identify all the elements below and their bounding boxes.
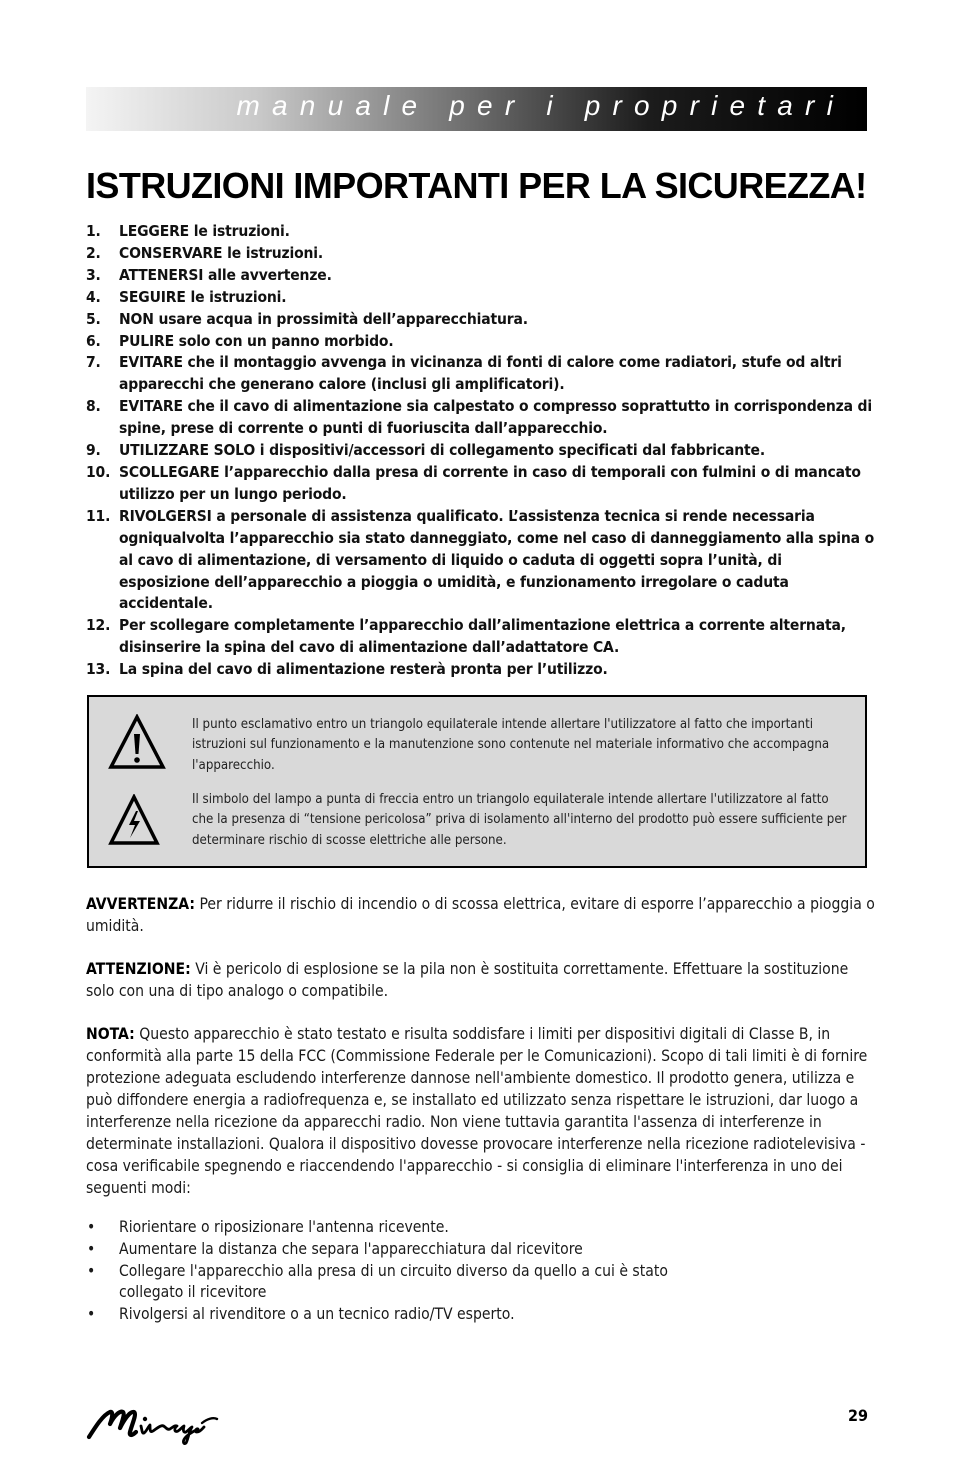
- item-text: Per scollegare completamente l’apparecchio dall’alimentazione elettrica a corrente alternata, disinserire la spina del cavo di alimentazione dall’adattatore CA.: [119, 616, 846, 657]
- attenzione-label: ATTENZIONE:: [86, 960, 191, 978]
- list-item: [86, 1304, 866, 1326]
- bullet-mark: •: [87, 1261, 96, 1280]
- safety-instructions-list: [86, 221, 876, 681]
- item-number: 13.: [86, 660, 111, 679]
- item-text: NON usare acqua in prossimità dell’apparecchiatura.: [119, 309, 528, 328]
- avvertenza-label: AVVERTENZA:: [86, 895, 196, 913]
- item-text: SCOLLEGARE l’apparecchio dalla presa di corrente in caso di temporali con fulmini o di mancato utilizzo per un lungo periodo.: [119, 462, 861, 503]
- item-number: 2.: [86, 243, 101, 262]
- list-item: [86, 659, 876, 681]
- item-text: ATTENERSI alle avvertenze.: [119, 265, 332, 284]
- warning-symbols-box: [87, 695, 867, 868]
- item-number: 7.: [86, 353, 101, 372]
- exclamation-triangle-icon: [108, 714, 166, 770]
- item-number: 10.: [86, 462, 111, 481]
- list-item: [86, 506, 876, 616]
- bullet-text: Aumentare la distanza che separa l'apparecchiatura dal ricevitore: [119, 1239, 583, 1258]
- list-item: [86, 265, 876, 287]
- list-item: [86, 615, 876, 659]
- list-item: [86, 331, 876, 353]
- item-number: 5.: [86, 309, 101, 328]
- bullet-text: Riorientare o riposizionare l'antenna ricevente.: [119, 1218, 449, 1236]
- attenzione-text: Vi è pericolo di esplosione se la pila non è sostituita correttamente. Effettuare la sostituzione solo con una di tipo analogo o compatibile.: [86, 960, 849, 1000]
- item-text: CONSERVARE le istruzioni.: [119, 243, 324, 262]
- item-number: 1.: [86, 222, 101, 240]
- list-item: [86, 221, 876, 243]
- item-number: 9.: [86, 441, 101, 460]
- mirage-logo: [86, 1402, 221, 1446]
- page-number: 29: [847, 1406, 868, 1425]
- item-text: SEGUIRE le istruzioni.: [119, 287, 287, 306]
- list-item: [86, 440, 876, 462]
- item-text: PULIRE solo con un panno morbido.: [119, 331, 394, 350]
- lightning-triangle-icon: [108, 794, 160, 846]
- list-item: [86, 352, 876, 396]
- page-title: ISTRUZIONI IMPORTANTI PER LA SICUREZZA!: [86, 165, 867, 206]
- bullet-mark: •: [87, 1239, 96, 1258]
- item-text: LEGGERE le istruzioni.: [119, 222, 290, 240]
- item-number: 8.: [86, 397, 101, 416]
- item-text: RIVOLGERSI a personale di assistenza qualificato. L’assistenza tecnica si rende necessaria ogniqualvolta l’apparecchio sia stato danneggiato, come nel caso di danneggiamento alla spina o al cavo di alimentazione, di versamento di liquido o caduta di oggetti sopra l’unità, di esposizione dell’apparecchio a pioggia o umidità, e funzionamento irregolare o caduta accidentale.: [119, 506, 875, 613]
- bullet-mark: •: [87, 1218, 96, 1236]
- nota-paragraph: [86, 1023, 876, 1199]
- header-title: manuale per i proprietari: [236, 90, 845, 121]
- item-number: 11.: [86, 506, 111, 525]
- item-text: EVITARE che il cavo di alimentazione sia calpestato o compresso soprattutto in corrispondenza di spine, prese di corrente o punti di fuoriuscita dall’apparecchio.: [119, 397, 873, 438]
- item-number: 4.: [86, 287, 101, 306]
- interference-remedies-list: [86, 1217, 866, 1326]
- list-item: [86, 1239, 866, 1261]
- list-item: [86, 1217, 866, 1239]
- list-item: [86, 1261, 866, 1305]
- bullet-text: Rivolgersi al rivenditore o a un tecnico radio/TV esperto.: [119, 1305, 515, 1324]
- list-item: [86, 287, 876, 309]
- list-item: [86, 243, 876, 265]
- item-number: 12.: [86, 616, 111, 635]
- nota-text: Questo apparecchio è stato testato e risulta soddisfare i limiti per dispositivi digitali di Classe B, in conformità alla parte 15 della FCC (Commissione Federale per le Comunicazioni). Scopo di tali limiti è di fornire protezione adeguata escludendo interferenze dannose nell'ambiente domestico. Il prodotto genera, utilizza e può diffondere energia a radiofrequenza e, se installato ed utilizzato senza rispettare le istruzioni, dar luogo a interferenze nella ricezione da apparecchi radio. Non viene tuttavia garantita l'assenza di interferenze in determinate installazioni. Qualora il dispositivo dovesse provocare interferenze nella ricezione radiotelevisiva - cosa verificabile spegnendo e riaccendendo l'apparecchio - si consiglia di eliminare l'interferenza in uno dei seguenti modi:: [86, 1025, 868, 1197]
- list-item: [86, 396, 876, 440]
- lightning-symbol-text: Il simbolo del lampo a punta di freccia entro un triangolo equilaterale intende allertare l'utilizzatore al fatto che la presenza di “tensione pericolosa” priva di isolamento all'interno del prodotto può essere sufficiente per determinare rischio di scosse elettriche alle persone.: [192, 792, 847, 848]
- header-band: [86, 87, 867, 131]
- list-item: [86, 462, 876, 506]
- avvertenza-paragraph: [86, 893, 876, 937]
- item-text: EVITARE che il montaggio avvenga in vicinanza di fonti di calore come radiatori, stufe od altri apparecchi che generano calore (inclusi gli amplificatori).: [119, 353, 842, 394]
- bullet-text: Collegare l'apparecchio alla presa di un circuito diverso da quello a cui è stato collegato il ricevitore: [119, 1261, 668, 1302]
- list-item: [86, 309, 876, 331]
- exclamation-symbol-text: Il punto esclamativo entro un triangolo equilaterale intende allertare l'utilizzatore al fatto che importanti istruzioni sul funzionamento e la manutenzione sono contenute nel materiale informativo che accompagna l'apparecchio.: [192, 717, 830, 773]
- item-number: 6.: [86, 331, 101, 350]
- bullet-mark: •: [87, 1305, 96, 1324]
- item-text: La spina del cavo di alimentazione resterà pronta per l’utilizzo.: [119, 660, 608, 679]
- nota-label: NOTA:: [86, 1025, 135, 1043]
- item-number: 3.: [86, 265, 101, 284]
- avvertenza-text: Per ridurre il rischio di incendio o di scossa elettrica, evitare di esporre l’apparecchio a pioggia o umidità.: [86, 895, 875, 935]
- item-text: UTILIZZARE SOLO i dispositivi/accessori di collegamento specificati dal fabbricante.: [119, 441, 765, 460]
- attenzione-paragraph: [86, 958, 876, 1002]
